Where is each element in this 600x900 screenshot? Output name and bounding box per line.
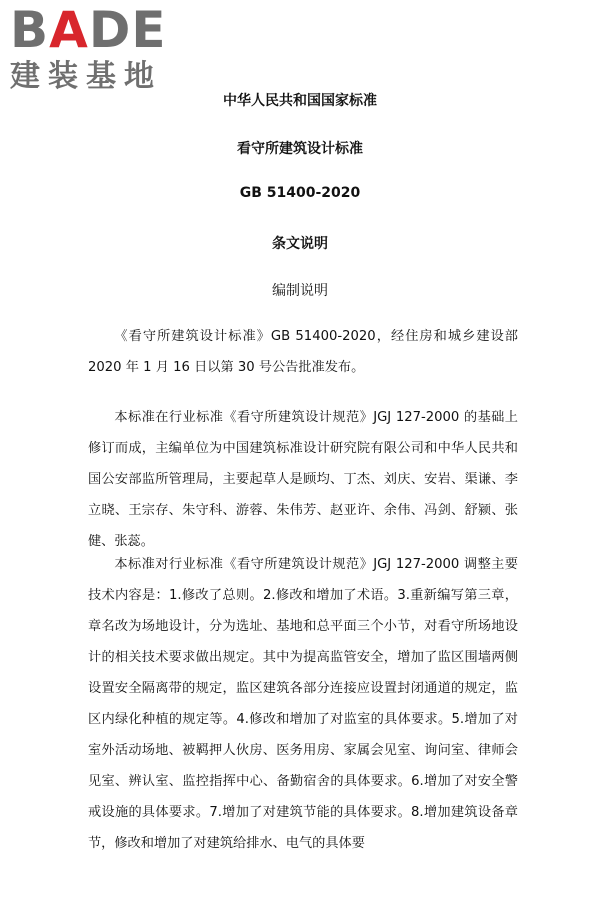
standard-code: GB 51400-2020 xyxy=(239,185,361,201)
national-standard-title: 中华人民共和国国家标准 xyxy=(223,93,377,109)
logo-letter-b: B xyxy=(10,1,50,59)
section-title: 条文说明 xyxy=(272,236,328,252)
logo-wordmark xyxy=(10,1,180,59)
paragraph-technical-changes: 本标准对行业标准《看守所建筑设计规范》JGJ 127-2000 调整主要技术内容是：1.修改了总则。2.修改和增加了术语。3.重新编写第三章，章名改为场地设计，分为选址、基地和总平面三个小节，对看守所场地设计的相关技术要求做出规定。其中为提高监管安全，增加了监区围墙两侧设置安全隔离带的规定，监区建筑各部分连接应设置封闭通道的规定，监区内绿化种植的规定等。4.修改和增加了对监室的具体要求。5.增加了对室外活动场地、被羁押人伙房、医务用房、家属会见室、询问室、律师会见室、辨认室、监控指挥中心、备勤宿舍的具体要求。6.增加了对安全警戒设施的具体要求。7.增加了对建筑节能的具体要求。8.增加建筑设备章节，修改和增加了对建筑给排水、电气的具体要 xyxy=(88,557,518,851)
paragraph-publication: 《看守所建筑设计标准》GB 51400-2020，经住房和城乡建设部 2020 年 1 月 16 日以第 30 号公告批准发布。 xyxy=(88,329,518,375)
paragraph-drafting-units: 本标准在行业标准《看守所建筑设计规范》JGJ 127-2000 的基础上修订而成，主编单位为中国建筑标准设计研究院有限公司和中华人民共和国公安部监所管理局，主要起草人是顾均、丁杰、刘庆、安岩、渠谦、李立晓、王宗存、朱守科、游蓉、朱伟芳、赵亚许、余伟、冯剑、舒颍、张健、张蕊。 xyxy=(88,410,518,549)
subsection-title: 编制说明 xyxy=(272,283,328,299)
standard-name: 看守所建筑设计标准 xyxy=(237,141,363,157)
bade-logo xyxy=(10,1,180,94)
logo-letter-a: A xyxy=(49,1,89,59)
logo-letters-de: DE xyxy=(88,1,167,59)
logo-subtitle: 建装基地 xyxy=(10,59,162,94)
